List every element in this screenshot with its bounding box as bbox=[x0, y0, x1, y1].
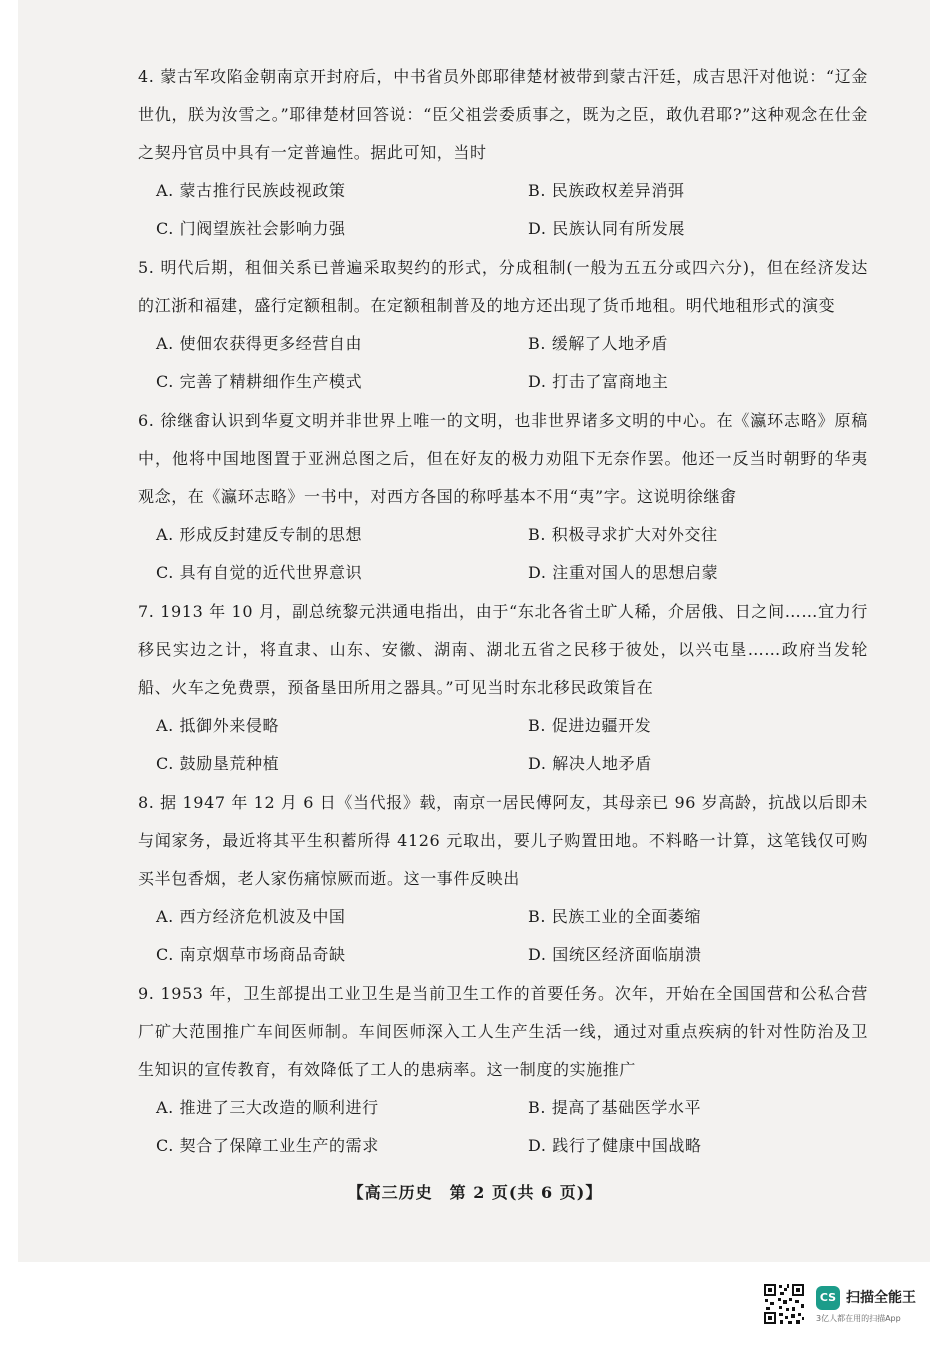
camscanner-logo-icon: CS bbox=[816, 1286, 840, 1310]
option-grid bbox=[138, 898, 868, 973]
option-c: C. 门阀望族社会影响力强 bbox=[156, 218, 346, 238]
option-a: A. 推进了三大改造的顺利进行 bbox=[156, 1098, 379, 1117]
option-c: C. 契合了保障工业生产的需求 bbox=[156, 1135, 379, 1155]
option-b: B. 积极寻求扩大对外交往 bbox=[528, 525, 718, 544]
question-7 bbox=[138, 593, 868, 782]
question-9 bbox=[138, 975, 868, 1164]
option-c: C. 具有自觉的近代世界意识 bbox=[156, 562, 363, 582]
option-grid bbox=[138, 172, 868, 247]
question-stem: 5. 明代后期，租佃关系已普遍采取契约的形式，分成租制(一般为五五分或四六分)，但在经济发达的江浙和福建，盛行定额租制。在定额租制普及的地方还出现了货币地租。明代地租形式的演变 bbox=[138, 258, 868, 315]
camscanner-tagline: 3亿人都在用的扫描App bbox=[816, 1314, 901, 1323]
option-grid bbox=[138, 516, 868, 591]
question-list bbox=[138, 58, 868, 1166]
question-stem: 4. 蒙古军攻陷金朝南京开封府后，中书省员外郎耶律楚材被带到蒙古汗廷，成吉思汗对他说：“辽金世仇，朕为汝雪之。”耶律楚材回答说：“臣父祖尝委质事之，既为之臣，敢仇君耶?”这种观念在仕金之契丹官员中具有一定普遍性。据此可知，当时 bbox=[138, 67, 868, 162]
option-d: D. 注重对国人的思想启蒙 bbox=[528, 562, 719, 582]
option-d: D. 践行了健康中国战略 bbox=[528, 1135, 702, 1155]
question-4 bbox=[138, 58, 868, 247]
option-c: C. 南京烟草市场商品奇缺 bbox=[156, 944, 346, 964]
option-grid bbox=[138, 325, 868, 400]
option-b: B. 民族工业的全面萎缩 bbox=[528, 907, 702, 926]
question-stem: 8. 据 1947 年 12 月 6 日《当代报》载，南京一居民傅阿友，其母亲已 96 岁高龄，抗战以后即未与闻家务，最近将其平生积蓄所得 4126 元取出，要儿子购置田地。不料略一计算，这笔钱仅可购买半包香烟，老人家伤痛惊厥而逝。这一事件反映出 bbox=[138, 793, 868, 888]
option-d: D. 解决人地矛盾 bbox=[528, 753, 652, 773]
qr-code-icon bbox=[762, 1282, 806, 1326]
option-grid bbox=[138, 707, 868, 782]
option-c: C. 完善了精耕细作生产模式 bbox=[156, 371, 363, 391]
option-a: A. 西方经济危机波及中国 bbox=[156, 907, 346, 926]
question-stem: 9. 1953 年，卫生部提出工业卫生是当前卫生工作的首要任务。次年，开始在全国国营和公私合营厂矿大范围推广车间医师制。车间医师深入工人生产生活一线，通过对重点疾病的针对性防治及卫生知识的宣传教育，有效降低了工人的患病率。这一制度的实施推广 bbox=[138, 984, 868, 1079]
option-b: B. 提高了基础医学水平 bbox=[528, 1098, 702, 1117]
camscanner-brand-name: 扫描全能王 bbox=[846, 1290, 916, 1306]
option-d: D. 打击了富商地主 bbox=[528, 371, 669, 391]
option-c: C. 鼓励垦荒种植 bbox=[156, 753, 280, 773]
question-stem: 6. 徐继畬认识到华夏文明并非世界上唯一的文明，也非世界诸多文明的中心。在《瀛环志略》原稿中，他将中国地图置于亚洲总图之后，但在好友的极力劝阻下无奈作罢。他还一反当时朝野的华夷观念，在《瀛环志略》一书中，对西方各国的称呼基本不用“夷”字。这说明徐继畬 bbox=[138, 411, 868, 506]
option-b: B. 民族政权差异消弭 bbox=[528, 181, 685, 200]
scanner-watermark bbox=[762, 1282, 932, 1328]
option-d: D. 民族认同有所发展 bbox=[528, 218, 686, 238]
option-a: A. 抵御外来侵略 bbox=[156, 716, 280, 735]
question-5 bbox=[138, 249, 868, 400]
question-6 bbox=[138, 402, 868, 591]
option-a: A. 形成反封建反专制的思想 bbox=[156, 525, 363, 544]
question-8 bbox=[138, 784, 868, 973]
option-a: A. 使佃农获得更多经营自由 bbox=[156, 334, 363, 353]
option-grid bbox=[138, 1089, 868, 1164]
question-stem: 7. 1913 年 10 月，副总统黎元洪通电指出，由于“东北各省土旷人稀，介居俄、日之间……宜力行移民实边之计，将直隶、山东、安徽、湖南、湖北五省之民移于彼处，以兴屯垦……政府当发轮船、火车之免费票，预备垦田所用之器具。”可见当时东北移民政策旨在 bbox=[138, 602, 868, 697]
option-b: B. 缓解了人地矛盾 bbox=[528, 334, 668, 353]
exam-page bbox=[18, 0, 930, 1262]
option-b: B. 促进边疆开发 bbox=[528, 716, 652, 735]
option-a: A. 蒙古推行民族歧视政策 bbox=[156, 181, 346, 200]
option-d: D. 国统区经济面临崩溃 bbox=[528, 944, 702, 964]
page-footer: 【高三历史 第 2 页(共 6 页)】 bbox=[347, 1183, 603, 1202]
